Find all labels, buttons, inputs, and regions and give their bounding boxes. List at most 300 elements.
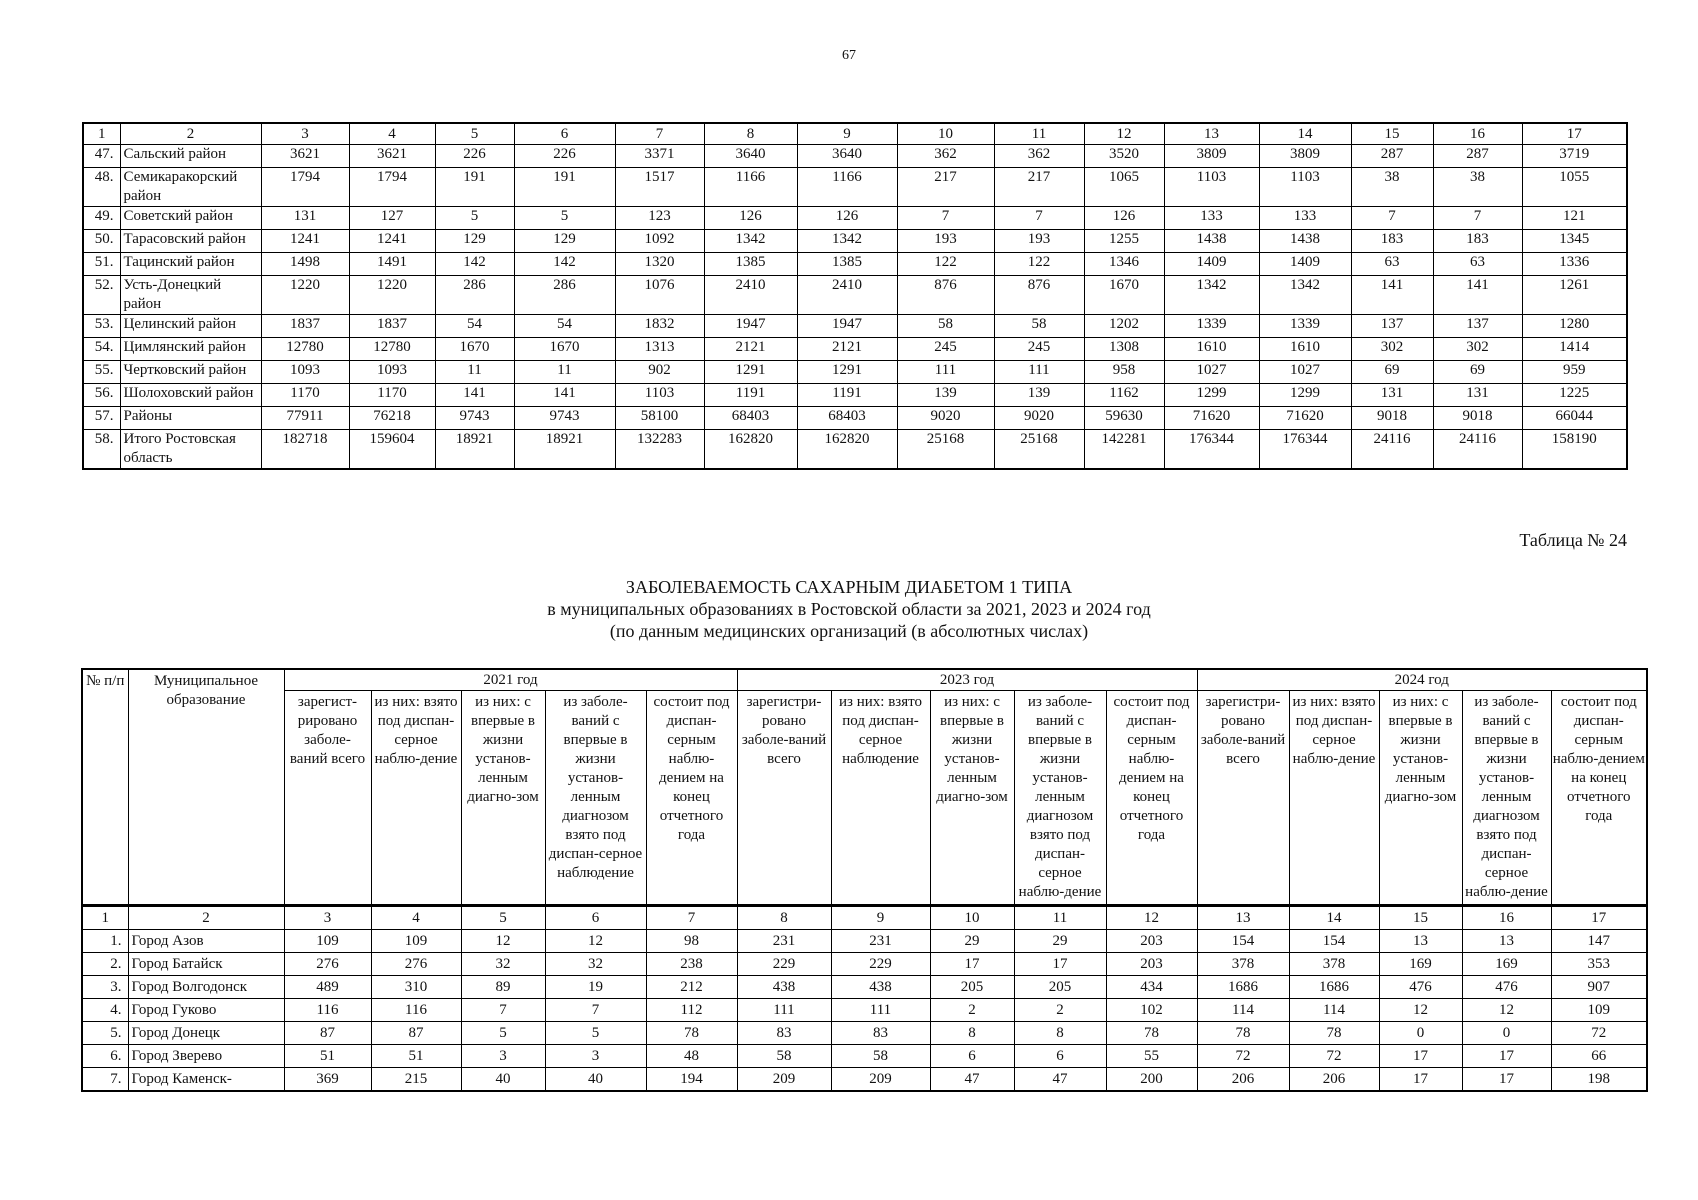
value-cell: 71620 [1259,407,1351,430]
value-cell: 286 [435,276,514,315]
header-municipality: Муниципальное образование [128,669,284,906]
subheader-cell: зарегист-рировано заболе-ваний всего [284,691,371,906]
value-cell: 1093 [261,361,349,384]
value-cell: 112 [646,999,737,1022]
row-number: 1. [82,930,128,953]
value-cell: 131 [1433,384,1522,407]
value-cell: 193 [897,230,994,253]
table-diabetes-type1 [81,668,1648,1092]
value-cell: 476 [1462,976,1551,999]
value-cell: 1342 [704,230,797,253]
value-cell: 7 [1351,207,1433,230]
row-number: 3. [82,976,128,999]
value-cell: 1794 [261,168,349,207]
value-cell: 11 [435,361,514,384]
subheader-cell: состоит под диспан-серным наблю-дением на конец отчетного года [1551,691,1647,906]
column-number-cell: 9 [797,123,897,145]
value-cell: 66044 [1522,407,1627,430]
value-cell: 1225 [1522,384,1627,407]
column-number-cell: 7 [646,906,737,930]
value-cell: 1346 [1084,253,1164,276]
value-cell: 68403 [704,407,797,430]
value-cell: 1299 [1259,384,1351,407]
value-cell: 1166 [797,168,897,207]
value-cell: 59630 [1084,407,1164,430]
value-cell: 89 [461,976,545,999]
value-cell: 1191 [797,384,897,407]
column-number-cell: 5 [435,123,514,145]
value-cell: 1385 [797,253,897,276]
value-cell: 32 [545,953,646,976]
value-cell: 287 [1351,145,1433,168]
subheader-cell: из них: взято под диспан-серное наблю-дение [1289,691,1379,906]
value-cell: 1162 [1084,384,1164,407]
value-cell: 72 [1289,1045,1379,1068]
header-year-2023: 2023 год [737,669,1197,691]
column-number-cell: 7 [615,123,704,145]
value-cell: 1517 [615,168,704,207]
table-row [83,361,1627,384]
value-cell: 169 [1462,953,1551,976]
value-cell: 114 [1289,999,1379,1022]
table-row [82,999,1647,1022]
value-cell: 287 [1433,145,1522,168]
value-cell: 876 [897,276,994,315]
value-cell: 87 [284,1022,371,1045]
table-continuation [82,122,1628,470]
column-number-cell: 15 [1379,906,1462,930]
value-cell: 176344 [1259,430,1351,470]
municipality-name: Город Донецк [128,1022,284,1045]
subheader-row [82,691,1647,906]
column-number-cell: 6 [545,906,646,930]
value-cell: 1438 [1259,230,1351,253]
column-number-cell: 14 [1289,906,1379,930]
value-cell: 3371 [615,145,704,168]
row-number: 2. [82,953,128,976]
value-cell: 11 [514,361,615,384]
value-cell: 200 [1106,1068,1197,1092]
value-cell: 1610 [1259,338,1351,361]
value-cell: 217 [994,168,1084,207]
value-cell: 229 [737,953,831,976]
value-cell: 141 [1433,276,1522,315]
value-cell: 68403 [797,407,897,430]
row-number: 58. [83,430,120,470]
value-cell: 1837 [349,315,435,338]
value-cell: 58 [994,315,1084,338]
table-row [83,145,1627,168]
row-number: 48. [83,168,120,207]
column-number-cell: 2 [120,123,261,145]
value-cell: 1299 [1164,384,1259,407]
column-number-cell: 14 [1259,123,1351,145]
value-cell: 78 [1106,1022,1197,1045]
subheader-cell: из них: взято под диспан-серное наблю-дение [371,691,461,906]
value-cell: 183 [1351,230,1433,253]
value-cell: 126 [704,207,797,230]
value-cell: 17 [1462,1068,1551,1092]
value-cell: 198 [1551,1068,1647,1092]
value-cell: 212 [646,976,737,999]
municipality-name: Итого Ростовская область [120,430,261,470]
value-cell: 353 [1551,953,1647,976]
value-cell: 83 [737,1022,831,1045]
value-cell: 58100 [615,407,704,430]
municipality-name: Город Батайск [128,953,284,976]
value-cell: 489 [284,976,371,999]
row-number: 56. [83,384,120,407]
value-cell: 1385 [704,253,797,276]
value-cell: 1837 [261,315,349,338]
value-cell: 102 [1106,999,1197,1022]
value-cell: 1076 [615,276,704,315]
value-cell: 1409 [1164,253,1259,276]
value-cell: 8 [930,1022,1014,1045]
value-cell: 1610 [1164,338,1259,361]
value-cell: 12 [1462,999,1551,1022]
value-cell: 1103 [615,384,704,407]
value-cell: 131 [261,207,349,230]
title-line-2: в муниципальных образованиях в Ростовской области за 2021, 2023 и 2024 год [547,599,1151,619]
value-cell: 9020 [994,407,1084,430]
value-cell: 17 [1014,953,1106,976]
value-cell: 217 [897,168,994,207]
value-cell: 9020 [897,407,994,430]
value-cell: 245 [897,338,994,361]
value-cell: 63 [1351,253,1433,276]
column-number-cell: 16 [1433,123,1522,145]
value-cell: 203 [1106,953,1197,976]
value-cell: 3640 [797,145,897,168]
value-cell: 51 [371,1045,461,1068]
subheader-cell: из них: взято под диспан-серное наблюдение [831,691,930,906]
value-cell: 133 [1164,207,1259,230]
subheader-cell: из них: с впервые в жизни установ-ленным диагно-зом [1379,691,1462,906]
column-number-cell: 3 [284,906,371,930]
value-cell: 19 [545,976,646,999]
value-cell: 83 [831,1022,930,1045]
subheader-cell: состоит под диспан-серным наблю-дением на конец отчетного года [646,691,737,906]
value-cell: 1336 [1522,253,1627,276]
value-cell: 3809 [1259,145,1351,168]
column-number-cell: 4 [349,123,435,145]
value-cell: 87 [371,1022,461,1045]
value-cell: 226 [514,145,615,168]
column-number-cell: 8 [704,123,797,145]
municipality-name: Сальский район [120,145,261,168]
value-cell: 286 [514,276,615,315]
value-cell: 3 [545,1045,646,1068]
value-cell: 126 [1084,207,1164,230]
value-cell: 18921 [435,430,514,470]
value-cell: 129 [435,230,514,253]
row-number: 7. [82,1068,128,1092]
row-number: 47. [83,145,120,168]
column-number-cell: 10 [897,123,994,145]
column-number-cell: 10 [930,906,1014,930]
value-cell: 1065 [1084,168,1164,207]
row-number: 50. [83,230,120,253]
municipality-name: Город Волгодонск [128,976,284,999]
row-number: 6. [82,1045,128,1068]
table-row [82,953,1647,976]
value-cell: 0 [1379,1022,1462,1045]
value-cell: 78 [1197,1022,1289,1045]
value-cell: 9018 [1351,407,1433,430]
value-cell: 7 [994,207,1084,230]
value-cell: 1220 [261,276,349,315]
value-cell: 231 [737,930,831,953]
value-cell: 25168 [994,430,1084,470]
value-cell: 1342 [1164,276,1259,315]
value-cell: 209 [737,1068,831,1092]
value-cell: 18921 [514,430,615,470]
value-cell: 131 [1351,384,1433,407]
value-cell: 1280 [1522,315,1627,338]
value-cell: 159604 [349,430,435,470]
value-cell: 111 [831,999,930,1022]
value-cell: 109 [371,930,461,953]
value-cell: 78 [646,1022,737,1045]
value-cell: 3809 [1164,145,1259,168]
value-cell: 38 [1433,168,1522,207]
value-cell: 2 [1014,999,1106,1022]
column-number-cell: 1 [83,123,120,145]
subheader-cell: зарегистри-ровано заболе-ваний всего [1197,691,1289,906]
value-cell: 1438 [1164,230,1259,253]
subheader-cell: из заболе-ваний с впервые в жизни установ-ленным диагнозом взято под диспан-серное наблюдение [545,691,646,906]
value-cell: 7 [897,207,994,230]
value-cell: 126 [797,207,897,230]
value-cell: 1498 [261,253,349,276]
value-cell: 238 [646,953,737,976]
value-cell: 1241 [349,230,435,253]
value-cell: 17 [1379,1045,1462,1068]
value-cell: 122 [994,253,1084,276]
table-row [82,1045,1647,1068]
column-number-cell: 15 [1351,123,1433,145]
value-cell: 76218 [349,407,435,430]
value-cell: 5 [514,207,615,230]
column-number-cell: 11 [994,123,1084,145]
value-cell: 38 [1351,168,1433,207]
value-cell: 231 [831,930,930,953]
value-cell: 876 [994,276,1084,315]
row-number: 57. [83,407,120,430]
value-cell: 2410 [797,276,897,315]
value-cell: 1670 [1084,276,1164,315]
column-number-cell: 2 [128,906,284,930]
value-cell: 141 [1351,276,1433,315]
value-cell: 69 [1433,361,1522,384]
value-cell: 1291 [704,361,797,384]
value-cell: 182718 [261,430,349,470]
municipality-name: Город Зверево [128,1045,284,1068]
value-cell: 1342 [797,230,897,253]
value-cell: 1241 [261,230,349,253]
municipality-name: Тацинский район [120,253,261,276]
row-number: 53. [83,315,120,338]
value-cell: 116 [284,999,371,1022]
value-cell: 122 [897,253,994,276]
value-cell: 205 [1014,976,1106,999]
value-cell: 5 [545,1022,646,1045]
value-cell: 362 [994,145,1084,168]
value-cell: 176344 [1164,430,1259,470]
value-cell: 302 [1433,338,1522,361]
table-row [83,168,1627,207]
value-cell: 141 [514,384,615,407]
column-number-cell: 8 [737,906,831,930]
value-cell: 12 [1379,999,1462,1022]
value-cell: 133 [1259,207,1351,230]
value-cell: 12 [545,930,646,953]
value-cell: 3 [461,1045,545,1068]
value-cell: 1339 [1259,315,1351,338]
value-cell: 47 [930,1068,1014,1092]
value-cell: 158190 [1522,430,1627,470]
value-cell: 229 [831,953,930,976]
value-cell: 2121 [797,338,897,361]
value-cell: 215 [371,1068,461,1092]
value-cell: 476 [1379,976,1462,999]
value-cell: 1103 [1259,168,1351,207]
value-cell: 40 [545,1068,646,1092]
value-cell: 13 [1462,930,1551,953]
value-cell: 362 [897,145,994,168]
column-number-cell: 3 [261,123,349,145]
column-number-cell: 17 [1551,906,1647,930]
value-cell: 7 [461,999,545,1022]
value-cell: 109 [284,930,371,953]
value-cell: 1308 [1084,338,1164,361]
value-cell: 191 [514,168,615,207]
value-cell: 24116 [1433,430,1522,470]
value-cell: 959 [1522,361,1627,384]
value-cell: 132283 [615,430,704,470]
municipality-name: Районы [120,407,261,430]
column-number-cell: 5 [461,906,545,930]
municipality-name: Тарасовский район [120,230,261,253]
value-cell: 1313 [615,338,704,361]
value-cell: 1832 [615,315,704,338]
table-row [83,430,1627,470]
row-number: 4. [82,999,128,1022]
value-cell: 137 [1351,315,1433,338]
value-cell: 1342 [1259,276,1351,315]
value-cell: 12 [461,930,545,953]
value-cell: 5 [435,207,514,230]
table-row [83,276,1627,315]
value-cell: 193 [994,230,1084,253]
table-row [83,315,1627,338]
value-cell: 12780 [349,338,435,361]
value-cell: 111 [737,999,831,1022]
value-cell: 17 [1379,1068,1462,1092]
value-cell: 78 [1289,1022,1379,1045]
value-cell: 438 [831,976,930,999]
value-cell: 109 [1551,999,1647,1022]
value-cell: 121 [1522,207,1627,230]
value-cell: 24116 [1351,430,1433,470]
table-row [83,230,1627,253]
value-cell: 8 [1014,1022,1106,1045]
row-number: 49. [83,207,120,230]
header-year-2021: 2021 год [284,669,737,691]
value-cell: 51 [284,1045,371,1068]
value-cell: 111 [994,361,1084,384]
table-row [83,407,1627,430]
value-cell: 7 [1433,207,1522,230]
value-cell: 116 [371,999,461,1022]
municipality-name: Цимлянский район [120,338,261,361]
value-cell: 1491 [349,253,435,276]
header-no: № п/п [82,669,128,906]
subheader-cell: из них: с впервые в жизни установ-ленным диагно-зом [461,691,545,906]
column-number-cell: 13 [1164,123,1259,145]
subheader-cell: зарегистри-ровано заболе-ваний всего [737,691,831,906]
column-number-cell: 16 [1462,906,1551,930]
value-cell: 142 [435,253,514,276]
value-cell: 1339 [1164,315,1259,338]
value-cell: 6 [930,1045,1014,1068]
column-number-cell: 4 [371,906,461,930]
value-cell: 12780 [261,338,349,361]
column-number-cell: 12 [1084,123,1164,145]
value-cell: 1027 [1164,361,1259,384]
value-cell: 191 [435,168,514,207]
municipality-name: Усть-Донецкий район [120,276,261,315]
subheader-cell: из заболе-ваний с впервые в жизни установ-ленным диагнозом взято под диспан-серное наблю-дение [1014,691,1106,906]
value-cell: 139 [994,384,1084,407]
column-number-cell: 6 [514,123,615,145]
value-cell: 1166 [704,168,797,207]
column-number-cell: 1 [82,906,128,930]
value-cell: 1686 [1289,976,1379,999]
value-cell: 66 [1551,1045,1647,1068]
value-cell: 438 [737,976,831,999]
value-cell: 902 [615,361,704,384]
municipality-name: Советский район [120,207,261,230]
value-cell: 40 [461,1068,545,1092]
value-cell: 63 [1433,253,1522,276]
value-cell: 25168 [897,430,994,470]
value-cell: 1670 [514,338,615,361]
value-cell: 276 [284,953,371,976]
title-line-1: ЗАБОЛЕВАЕМОСТЬ САХАРНЫМ ДИАБЕТОМ 1 ТИПА [625,577,1073,597]
value-cell: 58 [897,315,994,338]
value-cell: 183 [1433,230,1522,253]
table-row [83,384,1627,407]
table-row [83,253,1627,276]
value-cell: 77911 [261,407,349,430]
value-cell: 123 [615,207,704,230]
column-number-cell: 9 [831,906,930,930]
value-cell: 1947 [797,315,897,338]
table-row [83,338,1627,361]
value-cell: 1320 [615,253,704,276]
value-cell: 127 [349,207,435,230]
value-cell: 1027 [1259,361,1351,384]
column-number-row [83,123,1627,145]
value-cell: 129 [514,230,615,253]
value-cell: 3640 [704,145,797,168]
value-cell: 1092 [615,230,704,253]
value-cell: 378 [1289,953,1379,976]
table-row [82,930,1647,953]
value-cell: 162820 [797,430,897,470]
